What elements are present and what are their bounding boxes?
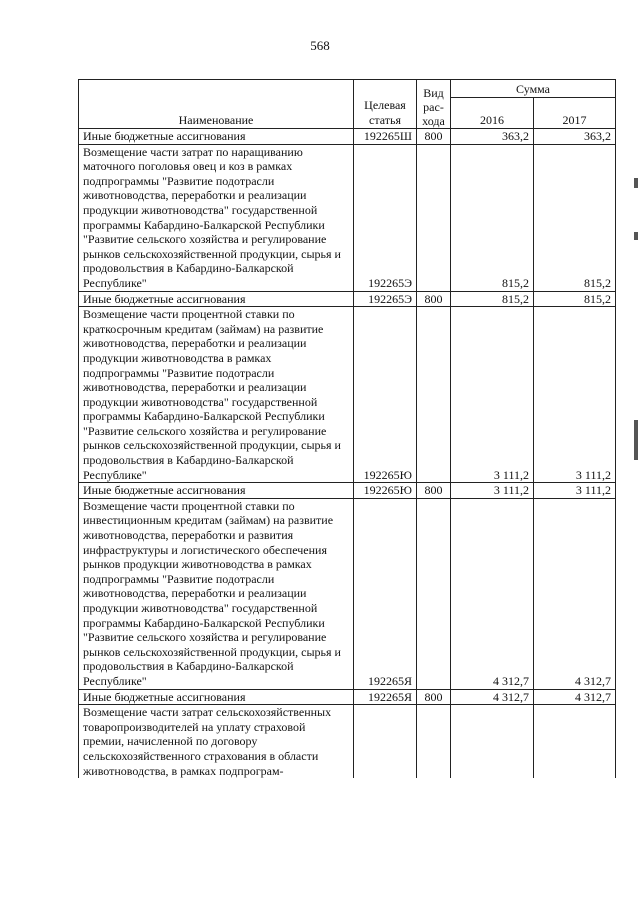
row-target-code: 192265Ю [354,307,417,483]
row-name: Иные бюджетные ассигнования [79,689,354,705]
row-amount-2016: 3 111,2 [451,307,534,483]
row-expense-type [417,498,451,689]
row-amount-2017: 363,2 [534,129,616,145]
table-row [79,291,616,307]
header-year-2016: 2016 [451,98,534,129]
table-row [79,144,616,291]
row-amount-2017: 4 312,7 [534,689,616,705]
row-amount-2017: 815,2 [534,144,616,291]
row-amount-2016: 3 111,2 [451,483,534,499]
margin-scan-mark [634,232,638,240]
row-amount-2016: 4 312,7 [451,498,534,689]
margin-scan-mark [634,420,638,460]
row-name: Возмещение части процентной ставки по инвестиционным кредитам (займам) на развитие животноводства, переработки и развития инфраструктуры и логистического обеспечения рынков продукции животноводства в рамках подпрограммы "Развитие подотрасли животноводства, переработки и реализации продукции животноводства" государственной программы Кабардино-Балкарской Республики "Развитие сельского хозяйства и регулирование рынков сельскохозяйственной продукции, сырья и продовольствия в Кабардино-Балкарской Республике" [79,498,354,689]
row-expense-type: 800 [417,483,451,499]
row-amount-2016 [451,705,534,778]
row-amount-2017 [534,705,616,778]
row-expense-type: 800 [417,291,451,307]
row-amount-2017: 815,2 [534,291,616,307]
row-name: Иные бюджетные ассигнования [79,129,354,145]
row-target-code: 192265Э [354,144,417,291]
page-number: 568 [310,38,330,53]
row-target-code: 192265Э [354,291,417,307]
header-year-2017: 2017 [534,98,616,129]
header-target-line2: статья [369,113,401,127]
table-row [79,689,616,705]
header-expense-type [417,80,451,129]
header-type-line1: Вид [423,86,444,100]
row-target-code: 192265Я [354,689,417,705]
row-name: Иные бюджетные ассигнования [79,483,354,499]
margin-scan-mark [634,178,638,188]
row-expense-type: 800 [417,689,451,705]
budget-table [78,79,616,778]
row-name: Возмещение части процентной ставки по краткосрочным кредитам (займам) на развитие животноводства, переработки и реализации продукции животноводства в рамках подпрограммы "Развитие подотрасли животноводства, переработки и реализации продукции животноводства" государственной программы Кабардино-Балкарской Республики "Развитие сельского хозяйства и регулирование рынков сельскохозяйственной продукции, сырья и продовольствия в Кабардино-Балкарской Республике" [79,307,354,483]
table-row [79,129,616,145]
row-target-code: 192265Ю [354,483,417,499]
row-amount-2016: 363,2 [451,129,534,145]
header-type-line2: рас- [423,100,444,114]
row-amount-2016: 4 312,7 [451,689,534,705]
row-amount-2017: 3 111,2 [534,483,616,499]
table-row [79,483,616,499]
row-name: Возмещение части затрат по наращиванию маточного поголовья овец и коз в рамках подпрограммы "Развитие подотрасли животноводства, переработки и реализации продукции животноводства" государственной программы Кабардино-Балкарской Республики "Развитие сельского хозяйства и регулирование рынков сельскохозяйственной продукции, сырья и продовольствия в Кабардино-Балкарской Республике" [79,144,354,291]
header-sum: Сумма [451,80,616,98]
table-row [79,498,616,689]
row-expense-type [417,307,451,483]
row-expense-type [417,144,451,291]
row-amount-2017: 3 111,2 [534,307,616,483]
row-expense-type [417,705,451,778]
header-row [79,80,616,98]
row-amount-2016: 815,2 [451,144,534,291]
table-row [79,705,616,778]
table-row [79,307,616,483]
header-name: Наименование [79,80,354,129]
row-amount-2016: 815,2 [451,291,534,307]
row-name: Возмещение части затрат сельскохозяйственных товаропроизводителей на уплату страховой премии, начисленной по договору сельскохозяйственного страхования в области животноводства, в рамках подпрограм- [79,705,354,778]
row-target-code: 192265Я [354,498,417,689]
row-amount-2017: 4 312,7 [534,498,616,689]
row-name: Иные бюджетные ассигнования [79,291,354,307]
row-target-code [354,705,417,778]
row-expense-type: 800 [417,129,451,145]
row-target-code: 192265Ш [354,129,417,145]
header-target-article [354,80,417,129]
header-target-line1: Целевая [364,98,406,112]
header-type-line3: хода [422,114,445,128]
